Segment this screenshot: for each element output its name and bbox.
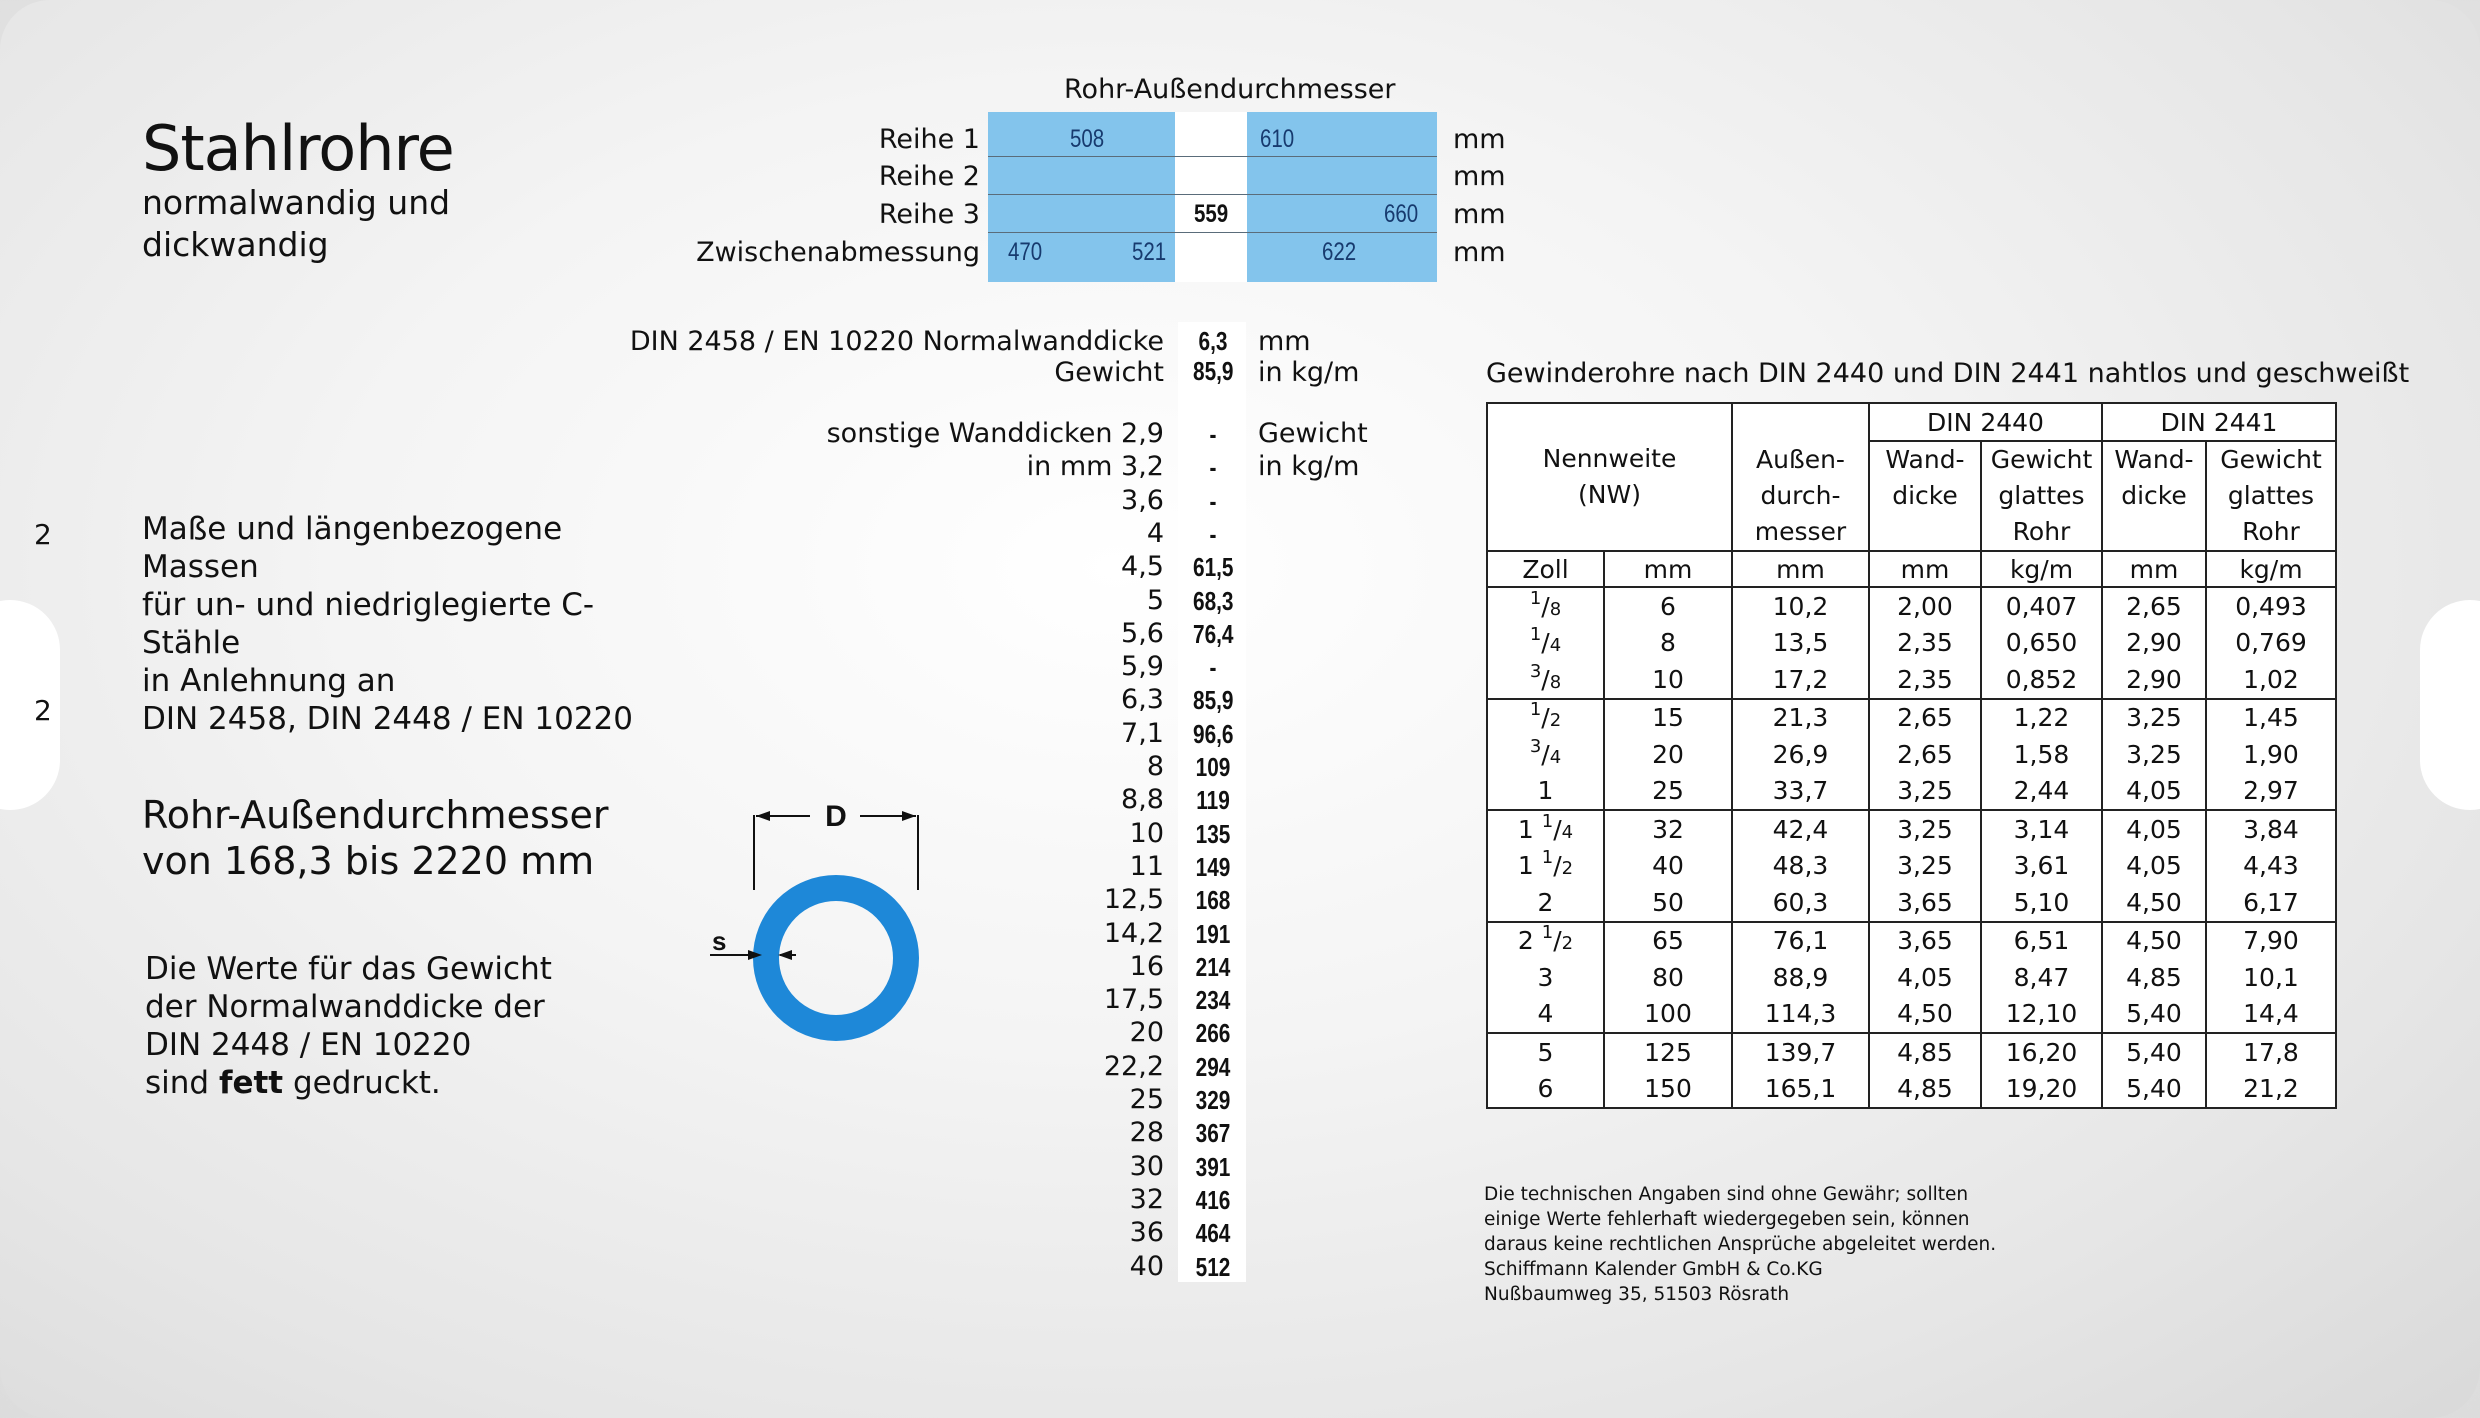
disclaimer-line: Schiffmann Kalender GmbH & Co.KG: [1484, 1259, 1823, 1280]
other-walls-label: [827, 418, 1164, 449]
unit-cell: mm: [1732, 551, 1869, 587]
wall-thickness: 6,3: [1121, 684, 1164, 716]
table-row: [1487, 959, 2336, 996]
unit-label: mm: [1258, 326, 1311, 357]
cell-g2: 1,45: [2206, 699, 2336, 737]
cell-w1: 2,65: [1869, 699, 1981, 737]
wall-weight: 76,4: [1193, 618, 1234, 649]
wall-thickness: 36: [1129, 1217, 1164, 1249]
wall-weight: 149: [1195, 851, 1231, 882]
fraction-slash: /: [1553, 926, 1562, 956]
zoll-denominator: 2: [1561, 858, 1574, 880]
cell-mm: 150: [1604, 1071, 1732, 1109]
description-line: Maße und längenbezogene Massen: [142, 511, 563, 585]
wall-weight: 96,6: [1193, 718, 1234, 749]
range-block: [142, 792, 702, 884]
unit-label: mm: [1453, 199, 1506, 230]
zoll-numerator: 1: [1529, 587, 1542, 609]
header-text: glattes: [1998, 481, 2085, 510]
table-row: [1487, 661, 2336, 699]
zoll-denominator: 2: [1549, 710, 1562, 732]
wall-weight: -: [1209, 652, 1217, 683]
zoll-whole: 4: [1537, 999, 1554, 1029]
cell-ad: 60,3: [1732, 884, 1869, 922]
cell-w1: 3,65: [1869, 922, 1981, 960]
zoll-cell: [1487, 996, 1604, 1034]
zoll-cell: [1487, 587, 1604, 625]
row-divider: [988, 194, 1437, 195]
fraction-slash: /: [1541, 628, 1550, 658]
disclaimer: [1484, 1182, 2044, 1307]
header-wanddicke: [2102, 441, 2206, 551]
wall-thickness: 16: [1129, 950, 1164, 982]
cell-g2: 6,17: [2206, 884, 2336, 922]
cell-ad: 76,1: [1732, 922, 1869, 960]
cell-mm: 20: [1604, 736, 1732, 773]
weight-unit-label: Gewicht: [1258, 418, 1368, 449]
note-text: sind: [145, 1065, 219, 1101]
diameter-column-mid: [1175, 112, 1247, 282]
header-text: messer: [1754, 517, 1847, 546]
wall-weight: 266: [1195, 1018, 1231, 1049]
fraction-slash: /: [1541, 739, 1550, 769]
zoll-numerator: 1: [1541, 847, 1554, 869]
cell-w1: 4,05: [1869, 959, 1981, 996]
zoll-cell: [1487, 661, 1604, 699]
wall-thickness: 28: [1129, 1117, 1164, 1149]
cell-ad: 17,2: [1732, 661, 1869, 699]
table-row: [1487, 699, 2336, 737]
row-label-reihe-2: Reihe 2: [878, 161, 980, 192]
header-wanddicke: [1869, 441, 1981, 551]
cell-ad: 48,3: [1732, 848, 1869, 885]
other-walls-label-text: in mm: [1026, 451, 1113, 482]
zoll-denominator: 8: [1549, 598, 1562, 620]
zoll-cell: [1487, 773, 1604, 811]
diameter-value: 610: [1260, 125, 1295, 153]
wall-thickness: 8,8: [1121, 784, 1164, 816]
zoll-cell: [1487, 1033, 1604, 1071]
zoll-cell: [1487, 959, 1604, 996]
fraction-slash: /: [1553, 851, 1562, 881]
wall-weight: 416: [1195, 1184, 1231, 1215]
cell-g1: 3,14: [1981, 810, 2102, 848]
cell-w2: 4,85: [2102, 959, 2206, 996]
wall-thickness: 12,5: [1103, 884, 1164, 916]
range-line: Rohr-Außendurchmesser: [142, 793, 609, 837]
thread-pipe-table: [1486, 402, 2337, 1109]
cell-g1: 1,58: [1981, 736, 2102, 773]
diameter-value: 660: [1384, 200, 1419, 228]
zoll-numerator: 3: [1529, 660, 1542, 682]
zoll-whole: 1: [1517, 851, 1542, 881]
normal-wall-label: DIN 2458 / EN 10220 Normalwanddicke: [629, 326, 1164, 357]
wall-thickness: 14,2: [1103, 917, 1164, 949]
cell-g1: 8,47: [1981, 959, 2102, 996]
wall-thickness: 32: [1129, 1183, 1164, 1215]
note-line: Die Werte für das Gewicht: [145, 951, 552, 987]
zoll-whole: 5: [1537, 1037, 1554, 1067]
cell-ad: 10,2: [1732, 587, 1869, 625]
thread-table-caption: Gewinderohre nach DIN 2440 und DIN 2441 nahtlos und geschweißt: [1486, 358, 2410, 389]
wall-weight: 191: [1195, 918, 1231, 949]
normal-weight-value: 85,9: [1193, 356, 1234, 386]
wall-weight: 512: [1195, 1251, 1231, 1282]
table-row: [1487, 922, 2336, 960]
cell-w2: 4,50: [2102, 922, 2206, 960]
cell-w2: 4,05: [2102, 773, 2206, 811]
header-din-2441: DIN 2441: [2102, 403, 2336, 441]
zoll-numerator: 1: [1541, 810, 1554, 832]
wall-weight: 464: [1195, 1218, 1231, 1249]
zoll-whole: 3: [1537, 962, 1554, 992]
cell-mm: 25: [1604, 773, 1732, 811]
row-divider: [988, 156, 1437, 157]
wall-weight: 367: [1195, 1118, 1231, 1149]
wall-thickness: 20: [1129, 1017, 1164, 1049]
wall-thickness: 22,2: [1103, 1050, 1164, 1082]
diameter-value: 508: [1070, 125, 1105, 153]
side-number-bottom: 2: [34, 694, 52, 727]
cell-g2: 1,90: [2206, 736, 2336, 773]
cell-w2: 2,65: [2102, 587, 2206, 625]
wall-weight: 329: [1195, 1085, 1231, 1115]
header-text: Wand-: [2114, 445, 2194, 474]
cell-w1: 4,50: [1869, 996, 1981, 1034]
header-text: Rohr: [2012, 517, 2071, 546]
thread-table-body: [1487, 587, 2336, 1108]
header-aussendurchmesser: [1732, 403, 1869, 551]
note-line: DIN 2448 / EN 10220: [145, 1027, 472, 1063]
cell-ad: 33,7: [1732, 773, 1869, 811]
normal-wall-value: 6,3: [1198, 326, 1228, 356]
zoll-denominator: 4: [1561, 821, 1574, 843]
cell-w2: 3,25: [2102, 699, 2206, 737]
wall-thickness-label: s: [712, 926, 727, 956]
description-block: [142, 510, 682, 738]
unit-cell: mm: [2102, 551, 2206, 587]
wall-weight: 214: [1195, 951, 1231, 982]
cell-w2: 3,25: [2102, 736, 2206, 773]
header-text: Wand-: [1885, 445, 1965, 474]
zoll-whole: 6: [1537, 1074, 1554, 1104]
cell-g1: 1,22: [1981, 699, 2102, 737]
cell-g2: 0,493: [2206, 587, 2336, 625]
normal-weight-label: Gewicht: [1054, 357, 1164, 388]
cell-w2: 5,40: [2102, 1033, 2206, 1071]
zoll-numerator: 1: [1541, 922, 1554, 944]
cell-w1: 3,25: [1869, 773, 1981, 811]
description-line: für un- und niedriglegierte C-Stähle: [142, 587, 595, 661]
wall-thickness: 8: [1146, 751, 1164, 782]
wall-weight: 391: [1195, 1151, 1231, 1182]
wall-thickness: 5: [1146, 584, 1164, 616]
zoll-numerator: 1: [1529, 624, 1542, 646]
cell-w1: 2,00: [1869, 587, 1981, 625]
wall-weight: 234: [1195, 985, 1231, 1016]
cell-w2: 4,50: [2102, 884, 2206, 922]
cell-g1: 0,650: [1981, 625, 2102, 662]
unit-cell: kg/m: [1981, 551, 2102, 587]
header-text: Außen-: [1756, 445, 1845, 474]
wall-thickness: 7,1: [1121, 717, 1164, 749]
row-divider: [988, 232, 1437, 233]
header-text: (NW): [1578, 480, 1641, 509]
header-gewicht: [2206, 441, 2336, 551]
cell-w1: 4,85: [1869, 1071, 1981, 1109]
wall-weight: 109: [1195, 752, 1231, 782]
cell-g2: 3,84: [2206, 810, 2336, 848]
cell-mm: 65: [1604, 922, 1732, 960]
cell-mm: 80: [1604, 959, 1732, 996]
wall-thickness: 17,5: [1103, 984, 1164, 1016]
cell-w1: 2,35: [1869, 625, 1981, 662]
cell-mm: 6: [1604, 587, 1732, 625]
wall-thickness: 4,5: [1121, 551, 1164, 583]
table-row: [1487, 625, 2336, 662]
other-walls-label-text: sonstige Wanddicken: [826, 418, 1113, 449]
page-title: Stahlrohre: [142, 112, 454, 185]
cell-ad: 13,5: [1732, 625, 1869, 662]
cell-g1: 19,20: [1981, 1071, 2102, 1109]
table-row: [1487, 1033, 2336, 1071]
cell-g1: 0,407: [1981, 587, 2102, 625]
cell-mm: 125: [1604, 1033, 1732, 1071]
unit-cell: mm: [1604, 551, 1732, 587]
wall-weight: 135: [1195, 818, 1231, 849]
cell-w2: 2,90: [2102, 625, 2206, 662]
fraction-slash: /: [1541, 664, 1550, 694]
cell-ad: 26,9: [1732, 736, 1869, 773]
wall-weight: -: [1209, 419, 1217, 449]
page-subtitle: normalwandig und dickwandig: [142, 183, 451, 264]
bold-note: [145, 950, 625, 1102]
cell-ad: 139,7: [1732, 1033, 1869, 1071]
cell-g2: 10,1: [2206, 959, 2336, 996]
wall-thickness: 3,2: [1121, 451, 1164, 482]
row-label-zwischenabmessung: Zwischenabmessung: [696, 237, 980, 268]
table-row: [1487, 773, 2336, 811]
zoll-cell: [1487, 736, 1604, 773]
wall-weight: 168: [1195, 885, 1231, 916]
header-text: Gewicht: [2220, 445, 2322, 474]
zoll-cell: [1487, 848, 1604, 885]
diameter-value: 521: [1132, 238, 1167, 266]
cell-g1: 12,10: [1981, 996, 2102, 1034]
cell-mm: 8: [1604, 625, 1732, 662]
cell-g1: 3,61: [1981, 848, 2102, 885]
zoll-denominator: 2: [1561, 933, 1574, 955]
cell-mm: 15: [1604, 699, 1732, 737]
header-nennweite: [1487, 403, 1732, 551]
zoll-numerator: 3: [1529, 735, 1542, 757]
zoll-cell: [1487, 625, 1604, 662]
cell-g1: 6,51: [1981, 922, 2102, 960]
header-text: dicke: [1892, 481, 1958, 510]
zoll-denominator: 4: [1549, 746, 1562, 768]
wall-thickness: 40: [1129, 1250, 1164, 1282]
diameter-value: 559: [1194, 200, 1229, 228]
zoll-whole: 2: [1517, 926, 1542, 956]
wall-weight: 61,5: [1193, 552, 1234, 583]
disclaimer-line: Die technischen Angaben sind ohne Gewähr; sollten: [1484, 1184, 1969, 1205]
wall-weight: -: [1209, 452, 1217, 483]
unit-cell: kg/m: [2206, 551, 2336, 587]
zoll-whole: 1: [1517, 814, 1542, 844]
wall-thickness: 5,9: [1121, 651, 1164, 683]
wall-thickness: 25: [1129, 1084, 1164, 1115]
header-text: glattes: [2227, 481, 2315, 510]
unit-label: in kg/m: [1258, 357, 1360, 388]
cell-mm: 32: [1604, 810, 1732, 848]
cell-w2: 5,40: [2102, 996, 2206, 1034]
cell-w1: 3,25: [1869, 810, 1981, 848]
wall-weight: -: [1209, 485, 1217, 516]
cell-w2: 4,05: [2102, 810, 2206, 848]
disclaimer-line: Nußbaumweg 35, 51503 Rösrath: [1484, 1284, 1790, 1305]
wall-thickness: 3,6: [1121, 484, 1164, 516]
zoll-cell: [1487, 1071, 1604, 1109]
note-line: der Normalwanddicke der: [145, 989, 545, 1025]
wall-thickness: 30: [1129, 1150, 1164, 1182]
cell-g2: 21,2: [2206, 1071, 2336, 1109]
unit-cell: mm: [1869, 551, 1981, 587]
cell-g1: 0,852: [1981, 661, 2102, 699]
disclaimer-line: einige Werte fehlerhaft wiedergegeben sein, können: [1484, 1209, 1970, 1230]
table-row: [1487, 587, 2336, 625]
disclaimer-line: daraus keine rechtlichen Ansprüche abgeleitet werden.: [1484, 1234, 1997, 1255]
header-gewicht: [1981, 441, 2102, 551]
header-text: dicke: [2121, 481, 2187, 510]
header-text: durch-: [1760, 481, 1841, 510]
wall-thickness: 10: [1129, 817, 1164, 849]
unit-cell: Zoll: [1487, 551, 1604, 587]
wall-thickness: 2,9: [1121, 418, 1164, 449]
fraction-slash: /: [1541, 703, 1550, 733]
cell-mm: 50: [1604, 884, 1732, 922]
description-line: in Anlehnung an: [142, 663, 396, 699]
wall-weight: -: [1209, 518, 1217, 549]
unit-label: mm: [1453, 237, 1506, 268]
cell-ad: 114,3: [1732, 996, 1869, 1034]
fraction-slash: /: [1541, 591, 1550, 621]
note-bold-word: fett: [218, 1065, 284, 1101]
cell-mm: 40: [1604, 848, 1732, 885]
cell-ad: 165,1: [1732, 1071, 1869, 1109]
cell-g2: 14,4: [2206, 996, 2336, 1034]
cell-g2: 2,97: [2206, 773, 2336, 811]
wall-thickness: 5,6: [1121, 617, 1164, 649]
table-row: [1487, 848, 2336, 885]
cell-ad: 21,3: [1732, 699, 1869, 737]
zoll-denominator: 8: [1549, 671, 1562, 693]
wall-weight: 68,3: [1193, 585, 1234, 616]
cell-g2: 0,769: [2206, 625, 2336, 662]
cell-ad: 88,9: [1732, 959, 1869, 996]
row-label-reihe-3: Reihe 3: [878, 199, 980, 230]
note-line: [145, 1064, 625, 1102]
wall-weight: 294: [1195, 1051, 1231, 1082]
cell-mm: 10: [1604, 661, 1732, 699]
diameter-label: D: [825, 800, 847, 833]
table-row: [1487, 996, 2336, 1034]
other-walls-label: [1027, 451, 1164, 482]
cell-w2: 4,05: [2102, 848, 2206, 885]
cell-mm: 100: [1604, 996, 1732, 1034]
cell-g1: 16,20: [1981, 1033, 2102, 1071]
table-row: [1487, 736, 2336, 773]
fraction-slash: /: [1553, 814, 1562, 844]
header-din-2440: DIN 2440: [1869, 403, 2102, 441]
zoll-whole: 1: [1537, 776, 1554, 806]
description-line: DIN 2458, DIN 2448 / EN 10220: [142, 701, 634, 737]
cell-g2: 1,02: [2206, 661, 2336, 699]
table-row: [1487, 884, 2336, 922]
header-text: Rohr: [2242, 517, 2300, 546]
diameter-value: 622: [1322, 238, 1357, 266]
zoll-whole: 2: [1537, 887, 1554, 917]
unit-label: mm: [1453, 124, 1506, 155]
zoll-numerator: 1: [1529, 699, 1542, 721]
cell-w1: 2,65: [1869, 736, 1981, 773]
header-text: Gewicht: [1990, 445, 2093, 474]
weight-unit-label: in kg/m: [1258, 451, 1360, 482]
table-row: [1487, 810, 2336, 848]
wall-weight: 85,9: [1193, 685, 1234, 716]
note-text: gedruckt.: [283, 1065, 441, 1101]
table-row: [1487, 1071, 2336, 1109]
wall-thickness: 4: [1146, 517, 1164, 549]
zoll-cell: [1487, 922, 1604, 960]
cell-w1: 3,65: [1869, 884, 1981, 922]
wall-thickness: 11: [1129, 850, 1164, 882]
cell-g2: 7,90: [2206, 922, 2336, 960]
unit-label: mm: [1453, 161, 1506, 192]
card-notch-right: [2420, 600, 2480, 810]
cell-ad: 42,4: [1732, 810, 1869, 848]
cell-g1: 2,44: [1981, 773, 2102, 811]
zoll-denominator: 4: [1549, 635, 1562, 657]
cell-g2: 17,8: [2206, 1033, 2336, 1071]
cell-w2: 2,90: [2102, 661, 2206, 699]
cell-w1: 3,25: [1869, 848, 1981, 885]
wall-weight: 119: [1196, 785, 1230, 816]
row-label-reihe-1: Reihe 1: [878, 124, 980, 155]
cell-w2: 5,40: [2102, 1071, 2206, 1109]
range-line: von 168,3 bis 2220 mm: [142, 839, 595, 883]
cell-w1: 2,35: [1869, 661, 1981, 699]
zoll-cell: [1487, 810, 1604, 848]
cell-w1: 4,85: [1869, 1033, 1981, 1071]
pipe-cross-section-diagram: [700, 780, 940, 1060]
diameter-header-title: Rohr-Außendurchmesser: [1064, 74, 1396, 105]
cell-g2: 4,43: [2206, 848, 2336, 885]
diameter-value: 470: [1008, 238, 1043, 266]
zoll-cell: [1487, 699, 1604, 737]
zoll-cell: [1487, 884, 1604, 922]
side-number-top: 2: [34, 518, 52, 551]
header-text: Nennweite: [1542, 444, 1677, 473]
cell-g1: 5,10: [1981, 884, 2102, 922]
